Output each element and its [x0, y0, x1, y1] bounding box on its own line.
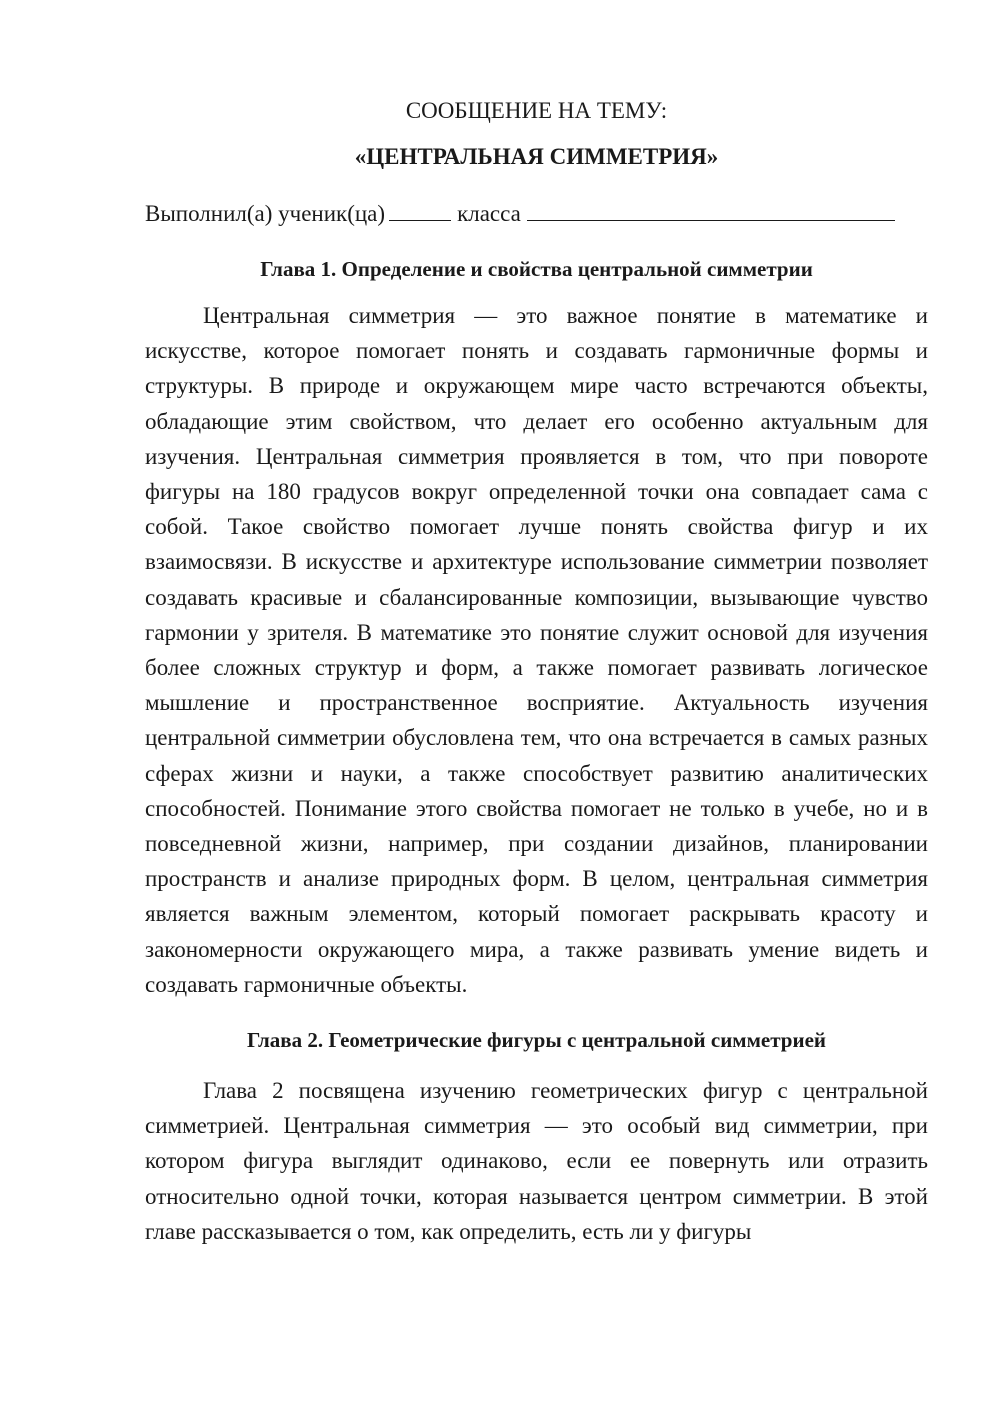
chapter-2-heading: Глава 2. Геометрические фигуры с центральной симметрией [246, 1028, 826, 1053]
chapter-1-heading: Глава 1. Определение и свойства центральной симметрии [260, 257, 813, 281]
chapter-2-paragraph: Глава 2 посвящена изучению геометрических фигур с центральной симметрией. Центральная симметрия — это особый вид симметрии, при котором фигура выглядит одинаково, если ее повернуть или отразить относительно одной точки, которая называется центром симметрии. В этой главе рассказывается о том, как определить, есть ли у фигуры [145, 1078, 928, 1244]
author-line [145, 198, 928, 229]
class-name-blank [527, 198, 895, 221]
class-number-blank [389, 198, 451, 221]
author-prefix: Выполнил(а) ученик(ца) [145, 201, 386, 226]
author-class-label: класса [457, 201, 521, 226]
document-content [145, 92, 928, 1249]
chapter-1-paragraph: Центральная симметрия — это важное понятие в математике и искусстве, которое помогает понять и создавать гармоничные формы и структуры. В природе и окружающем мире часто встречаются объекты, обладающие этим свойством, что делает его особенно актуальным для изучения. Центральная симметрия проявляется в том, что при повороте фигуры на 180 градусов вокруг определенной точки она совпадает сама с собой. Такое свойство помогает лучше понять свойства фигур и их взаимосвязи. В искусстве и архитектуре использование симметрии позволяет создавать красивые и сбалансированные композиции, вызывающие чувство гармонии у зрителя. В математике это понятие служит основой для изучения более сложных структур и форм, а также помогает развивать логическое мышление и пространственное восприятие. Актуальность изучения центральной симметрии обусловлена тем, что она встречается в самых разных сферах жизни и науки, а также способствует развитию аналитических способностей. Понимание этого свойства помогает не только в учебе, но и в повседневной жизни, например, при создании дизайнов, планировании пространств и анализе природных форм. В целом, центральная симметрия является важным элементом, который помогает раскрывать красоту и закономерности окружающего мира, а также развивать умение видеть и создавать гармоничные объекты. [145, 303, 928, 997]
document-title-line-2: «ЦЕНТРАЛЬНАЯ СИММЕТРИЯ» [354, 144, 719, 169]
document-title-line-1: СООБЩЕНИЕ НА ТЕМУ: [405, 98, 668, 123]
